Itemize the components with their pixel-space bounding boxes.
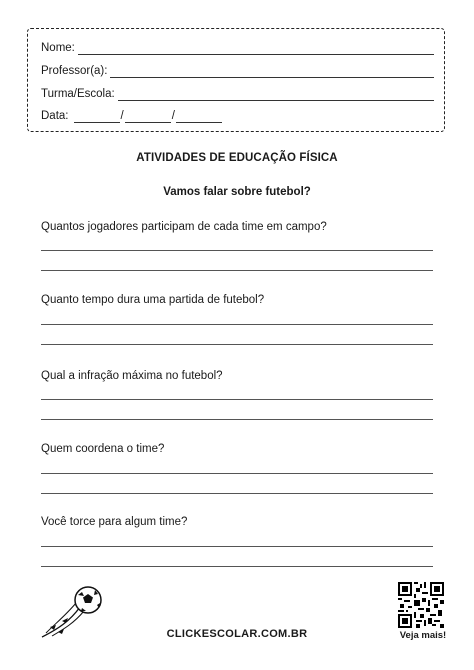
teacher-label: Professor(a): — [41, 65, 108, 77]
date-label: Data: — [41, 110, 69, 122]
date-year-field[interactable] — [176, 111, 222, 123]
date-separator: / — [120, 110, 124, 122]
name-row — [41, 39, 434, 55]
qr-caption: Veja mais! — [399, 630, 447, 641]
answer-line[interactable] — [41, 419, 433, 420]
answer-line[interactable] — [41, 399, 433, 400]
answer-line[interactable] — [41, 324, 433, 325]
answer-line[interactable] — [41, 270, 433, 271]
answer-line[interactable] — [41, 493, 433, 494]
question-4: Quem coordena o time? — [41, 443, 165, 455]
qr-code-icon[interactable] — [398, 582, 444, 628]
answer-line[interactable] — [41, 344, 433, 345]
date-day-field[interactable] — [74, 111, 120, 123]
date-row — [41, 107, 222, 123]
class-row — [41, 85, 434, 101]
question-2: Quanto tempo dura uma partida de futebol? — [41, 294, 265, 306]
class-label: Turma/Escola: — [41, 88, 115, 100]
answer-line[interactable] — [41, 473, 433, 474]
name-label: Nome: — [41, 42, 75, 54]
teacher-field[interactable] — [110, 66, 434, 78]
teacher-row — [41, 62, 434, 78]
footer-website[interactable]: CLICKESCOLAR.COM.BR — [166, 628, 308, 640]
student-info-box — [27, 28, 445, 132]
worksheet-title: ATIVIDADES DE EDUCAÇÃO FÍSICA — [136, 152, 338, 164]
question-1: Quantos jogadores participam de cada time em campo? — [41, 221, 327, 233]
date-month-field[interactable] — [125, 111, 171, 123]
date-separator: / — [171, 110, 175, 122]
question-5: Você torce para algum time? — [41, 516, 188, 528]
question-3: Qual a infração máxima no futebol? — [41, 370, 223, 382]
worksheet-subtitle: Vamos falar sobre futebol? — [163, 186, 311, 198]
answer-line[interactable] — [41, 250, 433, 251]
answer-line[interactable] — [41, 566, 433, 567]
answer-line[interactable] — [41, 546, 433, 547]
class-field[interactable] — [118, 89, 434, 101]
name-field[interactable] — [78, 43, 434, 55]
